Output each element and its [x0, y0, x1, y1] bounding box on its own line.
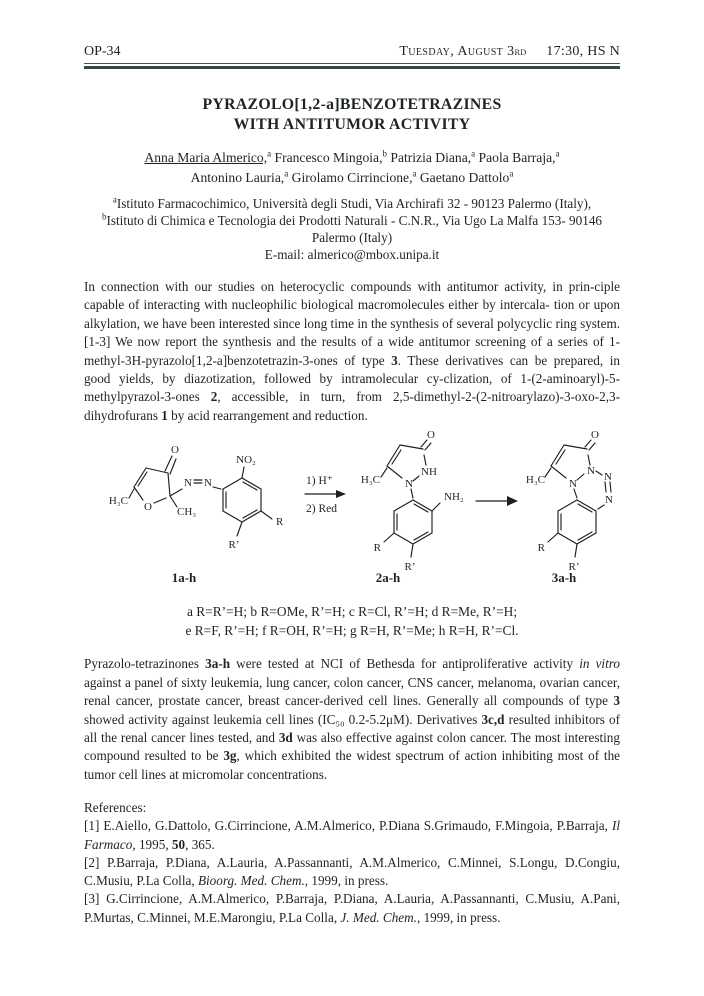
- carbonyl-o-label: O: [427, 430, 435, 442]
- reaction-scheme: [84, 430, 620, 600]
- n-label: N: [604, 471, 612, 484]
- text-segment: [2] P.Barraja, P.Diana, A.Lauria, A.Passannanti, A.M.Almerico, C.Minnei, S.Longu, D.Congiu, C.Musiu, P.La Colla,: [84, 854, 620, 889]
- carbonyl-o-label: O: [171, 444, 179, 457]
- author-list: [84, 148, 620, 187]
- text-segment: , 1999, in press.: [304, 873, 389, 889]
- r-prime-label: R’: [404, 561, 416, 574]
- compound-ref: 3a-h: [205, 656, 231, 672]
- session-datetime: Tuesday, August 3 RD 17:30, HS N: [399, 44, 620, 59]
- text-segment: , 1995,: [132, 836, 172, 852]
- page-header: [84, 44, 620, 60]
- text-segment: by acid rearrangement and reduction.: [167, 407, 368, 423]
- compound-ref: 3: [391, 352, 398, 368]
- step-2-label: 2) Red: [306, 503, 337, 516]
- affiliations: [84, 195, 620, 263]
- text-segment: Pyrazolo-tetrazinones: [84, 656, 206, 672]
- author-affil-mark: a: [555, 148, 560, 159]
- author-affil-mark: b: [382, 148, 387, 159]
- latin-phrase: in vitro: [579, 656, 620, 672]
- n-label: N: [405, 478, 413, 491]
- author: Girolamo Cirrincione,: [288, 169, 413, 185]
- n-label: N: [569, 478, 577, 491]
- carbonyl-o-label: O: [591, 430, 599, 442]
- text-segment: In connection with our studies on heterocyclic compounds with antitumor activity, in prin-ciple capable of interacting with nucleophilic biological macromolecules either by intercala- tion or upon alkylation, we have been interested since long time in the synthesis of several polycyclic ring system.[1-3] We now report the synthesis and the results of a wide antitumor screening of a series of 1-methyl-3H-pyrazolo[1,2-a]benzotetrazin-3-ones of type: [84, 279, 620, 368]
- session-code: OP-34: [84, 44, 121, 59]
- compound-ref: 3c,d: [481, 711, 505, 727]
- author-affil-mark: a: [471, 148, 476, 159]
- compound-ref: 3g: [223, 748, 237, 764]
- text-segment: , accessible, in turn, from 2,5-dimethyl-2-(2-nitroarylazo)-3-oxo-2,3-dihydrofurans: [84, 389, 620, 423]
- substituent-key: [84, 603, 620, 640]
- affil-mark-b: b: [101, 211, 107, 222]
- reference-3: [84, 890, 620, 926]
- author-affil-mark: a: [284, 167, 289, 178]
- affiliation-a: [84, 195, 620, 212]
- references-heading: References:: [84, 800, 147, 816]
- compound-label-3: 3a-h: [551, 570, 577, 586]
- references: [84, 799, 620, 926]
- text-segment: resulted inhibitors of all the renal cancer lines tested, and: [84, 711, 620, 746]
- text-segment: , 365.: [185, 836, 215, 852]
- page-title: [84, 95, 620, 135]
- r-label: R: [373, 542, 381, 555]
- n-label: N: [605, 494, 613, 507]
- header-rule-thin: [84, 63, 620, 64]
- compound-ref: 3: [613, 693, 620, 709]
- author: Patrizia Diana,: [386, 150, 472, 165]
- reference-1: [84, 817, 620, 853]
- text-segment: against a panel of sixty leukemia, lung cancer, colon cancer, CNS cancer, melanoma, ovarian cancer, renal cancer, prostate cancer, breast cancer-derived cell lines. Generally all compounds of type: [84, 674, 620, 709]
- journal-name: J. Med. Chem.: [340, 909, 417, 925]
- amino-label: NH₂: [444, 491, 464, 504]
- text-segment: was also effective against colon cancer. The most interesting compound resulted to be: [84, 730, 620, 764]
- contact-email: E-mail: almerico@mbox.unipa.it: [264, 247, 440, 262]
- author-affil-mark: a: [509, 167, 514, 178]
- journal-name: Il Farmaco: [84, 818, 620, 852]
- methyl-label: H₃C: [360, 474, 380, 487]
- substituent-line-1: a R=R’=H; b R=OMe, R’=H; c R=Cl, R’=H; d R=Me, R’=H;: [186, 604, 518, 620]
- abstract-paragraph-1: [84, 278, 620, 425]
- affiliation-b-text: Istituto di Chimica e Tecnologia dei Prodotti Naturali - C.N.R., Via Ugo La Malfa 153- 90146 Palermo (Italy): [106, 213, 603, 245]
- methyl-label: CH₃: [177, 506, 197, 519]
- r-label: R: [276, 516, 284, 529]
- structure-2-bonds: [381, 440, 440, 557]
- affiliation-a-text: Istituto Farmacochimico, Università degli Studi, Via Archirafi 32 - 90123 Palermo (Italy),: [116, 196, 592, 211]
- abstract-paragraph-2: [84, 655, 620, 784]
- session-date: Tuesday, August 3: [399, 44, 515, 59]
- session-time-room: 17:30, HS N: [546, 44, 620, 59]
- azo-n-label: N: [204, 477, 212, 490]
- compound-label-2: 2a-h: [375, 570, 401, 586]
- reaction-arrow-1: [305, 490, 346, 498]
- nh-label: NH: [421, 466, 437, 479]
- text-segment: [1] E.Aiello, G.Dattolo, G.Cirrincione, A.M.Almerico, P.Diana S.Grimaudo, F.Mingoia, P.Barraja,: [84, 818, 612, 834]
- azo-n-label: N: [184, 477, 192, 490]
- author: Francesco Mingoia,: [271, 150, 383, 165]
- substituent-line-2: e R=F, R’=H; f R=OH, R’=H; g R=H, R’=Me; h R=H, R’=Cl.: [185, 622, 519, 638]
- journal-name: Bioorg. Med. Chem.: [197, 873, 305, 889]
- text-segment: . These derivatives can be prepared, in good yields, by diazotization, followed by intramolecular cy-clization, of 1-(2-aminoaryl)-5-methylpyrazol-3-ones: [84, 352, 620, 405]
- compound-label-1: 1a-h: [171, 570, 197, 586]
- volume-number: 50: [171, 836, 186, 852]
- author: Antonino Lauria,: [190, 169, 285, 185]
- affiliation-b: [84, 212, 620, 246]
- structure-2-atoms: [361, 430, 464, 585]
- nitro-label: NO₂: [236, 454, 256, 467]
- n-label: N: [587, 465, 595, 478]
- structure-3-bonds: [545, 440, 611, 557]
- text-segment: were tested at NCI of Bethesda for antiproliferative activity: [230, 656, 580, 672]
- structure-1-bonds: [129, 456, 272, 536]
- compound-ref: 3d: [278, 730, 293, 746]
- author: Paola Barraja,: [475, 150, 556, 165]
- r-label: R: [537, 542, 545, 555]
- reaction-arrow-2: [476, 496, 518, 506]
- header-rule: [84, 63, 620, 69]
- title-line-1: PYRAZOLO[1,2-a]BENZOTETRAZINES: [202, 96, 502, 113]
- affil-mark-a: a: [112, 194, 117, 205]
- arrow-1-steps: [306, 475, 337, 515]
- step-1-label: 1) H⁺: [306, 475, 333, 488]
- text-segment: , 1999, in press.: [416, 909, 501, 925]
- header-rule-thick: [84, 66, 620, 69]
- text-segment: showed activity against leukemia cell lines (IC₅₀ 0.2-5.2μM). Derivatives: [84, 711, 482, 727]
- text-segment: , which exhibited the widest spectrum of action inhibiting most of the tumor cell lines at micromolar concentrations.: [84, 748, 621, 782]
- author-presenting: Anna Maria Almerico,: [144, 150, 268, 165]
- methyl-label: H₃C: [108, 495, 128, 508]
- compound-ref: 2: [210, 389, 218, 405]
- author-affil-mark: a: [267, 148, 272, 159]
- methyl-label: H₃C: [525, 474, 545, 487]
- compound-ref: 1: [161, 407, 168, 423]
- author: Gaetano Dattolo: [416, 169, 510, 185]
- structure-1-atoms: [109, 444, 284, 585]
- r-prime-label: R’: [568, 561, 580, 574]
- title-line-2: WITH ANTITUMOR ACTIVITY: [233, 116, 471, 133]
- ring-o-label: O: [144, 501, 152, 514]
- author-affil-mark: a: [412, 167, 417, 178]
- text-segment: [3] G.Cirrincione, A.M.Almerico, P.Barraja, P.Diana, A.Lauria, A.Passannanti, C.Musiu, A.Pani, P.Murtas, C.Minnei, M.E.Marongiu, P.La Colla,: [84, 891, 620, 925]
- reference-2: [84, 854, 620, 890]
- r-prime-label: R’: [228, 539, 240, 552]
